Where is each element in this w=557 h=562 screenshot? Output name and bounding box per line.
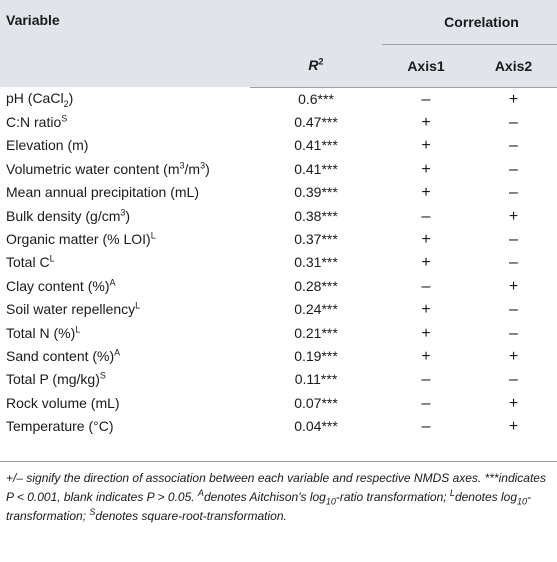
r2-value: 0.11***: [294, 371, 338, 388]
table-row: [0, 298, 557, 321]
table-body: [0, 87, 557, 439]
r2-value: 0.47***: [294, 113, 338, 130]
axis2-sign: +: [508, 394, 519, 412]
axis1-sign: –: [421, 90, 431, 108]
axis1-sign: +: [421, 230, 431, 248]
axis2-sign: +: [508, 418, 519, 436]
table-row: [0, 415, 557, 438]
r2-value: 0.04***: [294, 418, 338, 435]
r2-value: 0.41***: [294, 137, 338, 154]
axis2-sign: –: [509, 113, 518, 131]
table-row: [0, 181, 557, 204]
axis1-sign: +: [421, 347, 431, 365]
axis2-sign: –: [509, 230, 518, 248]
table-row: [0, 205, 557, 228]
axis1-sign: +: [421, 184, 431, 202]
variable-name: pH (CaCl$_2$): [6, 90, 74, 110]
r2-value: 0.37***: [294, 230, 338, 247]
axis1-sign: +: [421, 301, 431, 319]
variable-name: C:N ratio$^S$: [6, 113, 68, 130]
column-header-variable: Variable: [6, 12, 60, 28]
variable-name: Total P $(mg/kg)^S$: [6, 370, 106, 388]
axis2-sign: –: [509, 184, 518, 202]
variable-name: Sand content (%)$^A$: [6, 347, 121, 364]
axis1-sign: –: [421, 277, 431, 295]
r2-value: 0.19***: [294, 347, 338, 364]
axis2-sign: –: [509, 254, 518, 272]
axis1-sign: –: [421, 418, 431, 436]
table-footnote: +/– signify the direction of association between each variable and respective NMDS axes. ***indicates P < 0.001, blank indicates P > 0.05. $^A$denotes Aitchison's $\log_{10}$-ratio transformation; $^L$denotes $\log_{10}$-transformation; $^S$denotes square-root-transformation.: [6, 471, 546, 523]
r2-value: 0.28***: [294, 277, 338, 294]
variable-name: Volumetric water content $(m^3/m^3)$: [6, 160, 210, 177]
axis1-sign: +: [421, 324, 431, 342]
axis1-sign: –: [421, 207, 431, 225]
r2-value: 0.38***: [294, 207, 338, 224]
axis2-sign: –: [509, 160, 518, 178]
table-row: [0, 87, 557, 111]
variable-name: Mean annual precipitation (mL): [6, 184, 199, 201]
table-row: [0, 322, 557, 345]
axis2-sign: –: [509, 137, 518, 155]
footnote-divider: [0, 461, 557, 462]
variable-name: Clay content (%)$^A$: [6, 277, 116, 294]
table-row: [0, 158, 557, 181]
column-header-correlation: Correlation: [382, 0, 557, 44]
axis2-sign: +: [508, 207, 519, 225]
axis1-sign: +: [421, 160, 431, 178]
axis1-sign: +: [421, 254, 431, 272]
r2-value: 0.24***: [294, 301, 338, 318]
variable-name: Elevation (m): [6, 137, 89, 154]
table-row: [0, 392, 557, 415]
axis1-sign: +: [421, 137, 431, 155]
variable-name: Total N (%)$^L$: [6, 323, 81, 341]
r2-value: 0.07***: [294, 394, 338, 411]
variable-name: Total $C^L$: [6, 253, 55, 271]
table-row: [0, 228, 557, 251]
column-header-r2: $R^2$: [250, 44, 382, 87]
r2-value: 0.31***: [294, 254, 338, 271]
axis2-sign: –: [509, 301, 518, 319]
axis1-sign: –: [421, 371, 431, 389]
table-row: [0, 345, 557, 368]
r2-value: 0.39***: [294, 184, 338, 201]
axis2-sign: +: [508, 277, 519, 295]
axis2-sign: –: [509, 371, 518, 389]
variable-name: Organic matter (% LOI)$^L$: [6, 230, 156, 247]
variable-name: Temperature (°C): [6, 418, 114, 435]
axis1-sign: –: [421, 394, 431, 412]
axis2-sign: +: [508, 347, 519, 365]
variable-name: Rock volume (mL): [6, 394, 120, 411]
column-header-axis2: Axis2: [470, 44, 557, 87]
column-header-axis1: Axis1: [382, 44, 470, 87]
table-row: [0, 251, 557, 274]
r2-value: 0.41***: [294, 160, 338, 177]
table-row: [0, 275, 557, 298]
axis2-sign: –: [509, 324, 518, 342]
table-row: [0, 134, 557, 157]
axis2-sign: +: [508, 90, 519, 108]
variable-name: Bulk density $(g/cm^3)$: [6, 206, 131, 224]
variable-name: Soil water repellency$^L$: [6, 300, 141, 318]
r2-value: 0.6***: [298, 90, 334, 107]
axis1-sign: +: [421, 113, 431, 131]
r2-value: 0.21***: [294, 324, 338, 341]
table-row: [0, 111, 557, 134]
table-row: [0, 368, 557, 391]
